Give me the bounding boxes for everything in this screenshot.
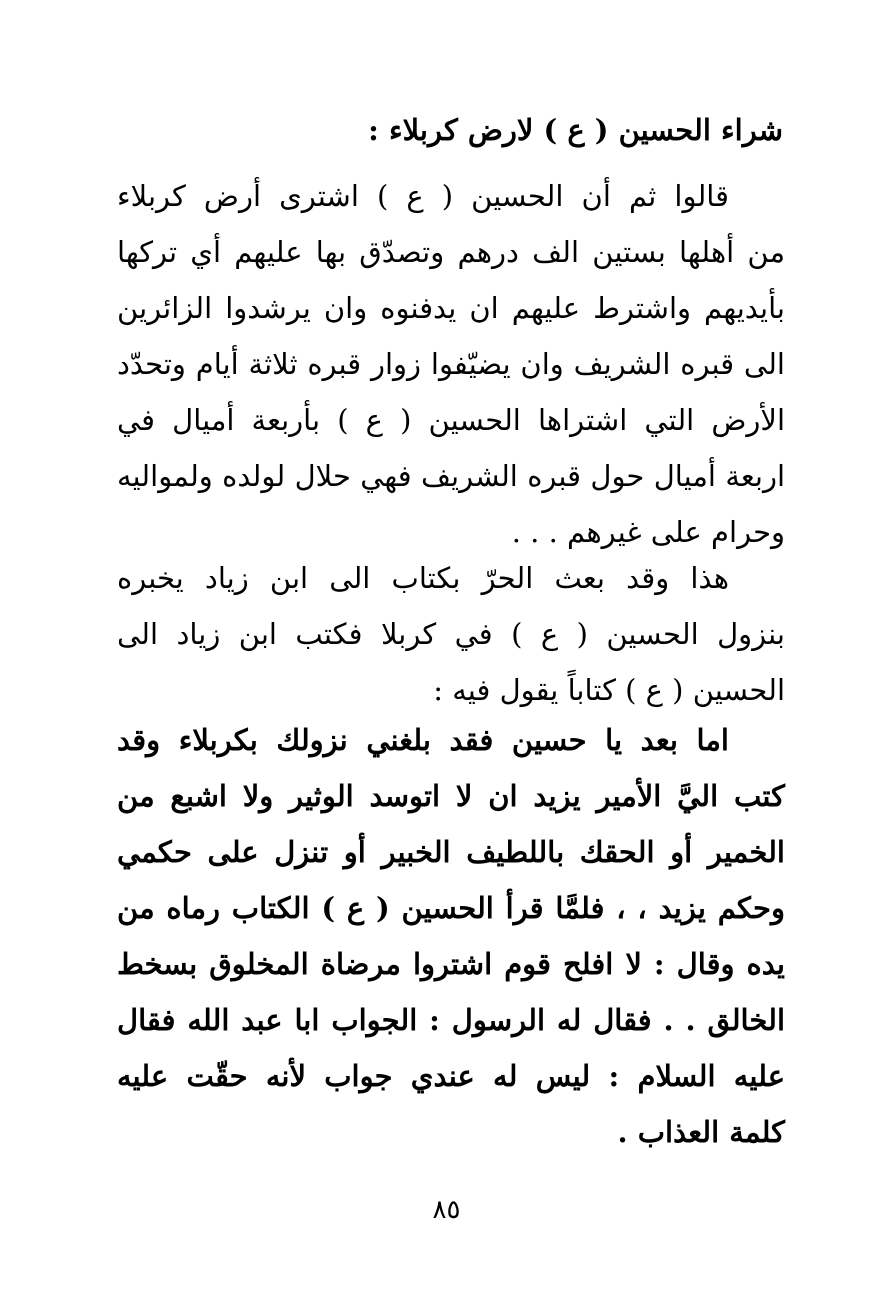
text-line: وحرام على غيرهم . . .	[511, 515, 785, 549]
paragraph-purchase-of-karbala	[117, 168, 785, 560]
text-line: كلمة العذاب .	[617, 1115, 785, 1149]
text-line: يده وقال : لا افلح قوم اشتروا مرضاة المخلوق بسخط	[117, 947, 785, 981]
text-line: اما بعد يا حسين فقد بلغني نزولك بكربلاء وقد	[117, 723, 729, 757]
page-number: ٨٥	[432, 1195, 461, 1225]
paragraph-letter-text	[117, 712, 785, 1160]
text-line: اربعة أميال حول قبره الشريف فهي حلال لولده ولمواليه	[117, 459, 785, 493]
text-line: قالوا ثم أن الحسين ( ع ) اشترى أرض كربلاء	[117, 179, 729, 213]
text-line: بأيديهم واشترط عليهم ان يدفنوه وان يرشدوا الزائرين	[117, 291, 785, 325]
text-line: عليه السلام : ليس له عندي جواب لأنه حقّت عليه	[117, 1059, 785, 1093]
section-heading: شراء الحسين ( ع ) لارض كربلاء :	[368, 113, 783, 147]
text-line: الخالق . . فقال له الرسول : الجواب ابا عبد الله فقال	[117, 1003, 785, 1037]
text-line: الخمير أو الحقك باللطيف الخبير أو تنزل على حكمي	[117, 835, 785, 869]
text-line: كتب اليَّ الأمير يزيد ان لا اتوسد الوثير ولا اشبع من	[117, 779, 785, 813]
paragraph-letter-intro	[117, 550, 785, 718]
text-line: الحسين ( ع ) كتاباً يقول فيه :	[433, 673, 785, 707]
text-line: الى قبره الشريف وان يضيّفوا زوار قبره ثلاثة أيام وتحدّد	[117, 347, 785, 381]
text-line: الأرض التي اشتراها الحسين ( ع ) بأربعة أميال في	[117, 403, 785, 437]
text-line: بنزول الحسين ( ع ) في كربلا فكتب ابن زياد الى	[117, 617, 785, 651]
text-line: وحكم يزيد ، ، فلمَّا قرأ الحسين ( ع ) الكتاب رماه من	[117, 891, 785, 925]
text-line: هذا وقد بعث الحرّ بكتاب الى ابن زياد يخبره	[117, 561, 729, 595]
text-line: من أهلها بستين الف درهم وتصدّق بها عليهم أي تركها	[117, 235, 785, 269]
